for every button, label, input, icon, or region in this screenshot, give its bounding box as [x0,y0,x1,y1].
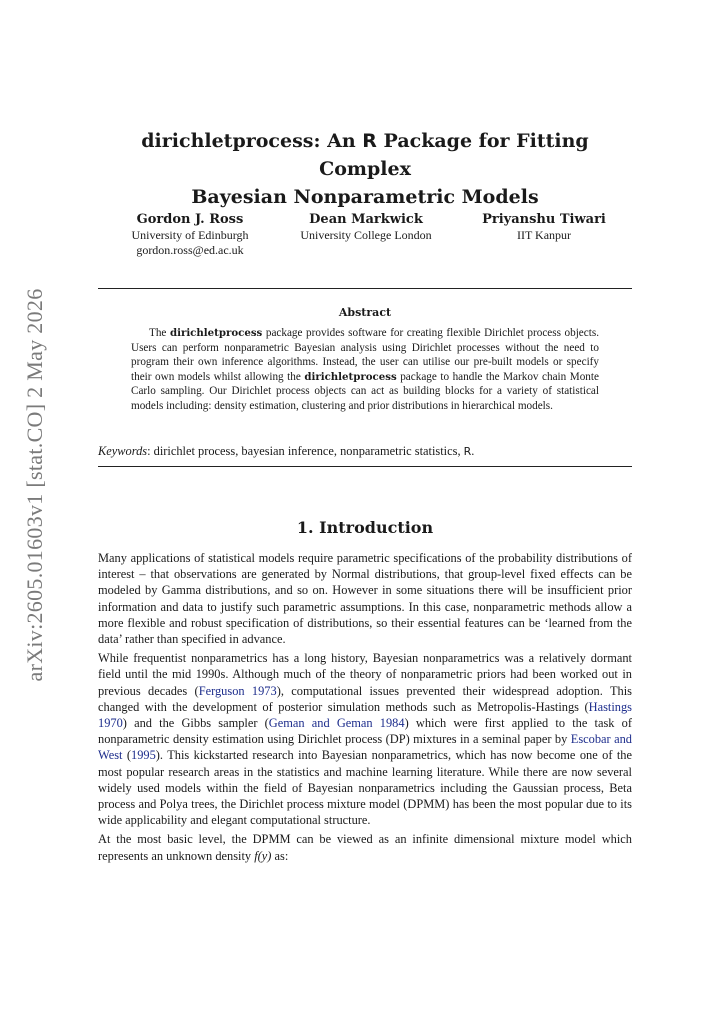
keywords-line: Keywords: dirichlet process, bayesian inference, nonparametric statistics, R. [98,444,475,458]
introduction-body [98,550,632,867]
math-expression: f(y) [254,848,272,863]
author-affiliation: University College London [300,228,432,242]
paragraph-3: At the most basic level, the DPMM can be viewed as an infinite dimensional mixture model which represents an unknown density f(y) as: [98,832,632,863]
arxiv-identifier-stamp: arXiv:2605.01603v1 [stat.CO] 2 May 2026 [22,288,47,682]
bottom-rule [98,466,632,467]
citation-link-escobar[interactable]: Escobar and West [98,732,632,763]
citation-link-escobar-year[interactable]: 1995 [131,748,156,763]
author-name: Gordon J. Ross [136,212,244,227]
author-name: Dean Markwick [309,212,423,227]
author-email: gordon.ross@ed.ac.uk [136,243,244,257]
author-3 [454,211,634,243]
author-2 [276,211,456,243]
citation-link-ferguson[interactable]: Ferguson 1973 [198,683,277,698]
author-affiliation: University of Edinburgh [131,228,249,242]
section-heading-introduction: 1. Introduction [296,518,434,537]
citation-link-hastings[interactable]: Hastings 1970 [98,699,632,731]
author-block [98,211,632,261]
author-affiliation: IIT Kanpur [516,228,572,242]
citation-link-geman[interactable]: Geman and Geman 1984 [268,716,405,731]
paragraph-2: While frequentist nonparametrics has a long history, Bayesian nonparametrics was a relatively dormant field until the mid 1990s. Although much of the theory of nonparametric priors had been worked out in previous decades (Ferguson 1973), computational issues prevented their widespread adoption. This changed with the development of posterior simulation methods such as Metropolis-Hastings (Hastings 1970) and the Gibbs sampler (Geman and Geman 1984) which were first applied to the task of nonparametric density estimation using Dirichlet process (DP) mixtures in a seminal paper by Escobar and West (1995). This kickstarted research into Bayesian nonparametrics, which has now become one of the most popular research areas in the statistics and machine learning literature. While there are now several widely used models within the field of Bayesian nonparametrics including the Gaussian process, Beta process and Polya trees, the Dirichlet process mixture model (DPMM) has been the most popular due to its wide applicability and elegant computational structure. [98,651,632,828]
top-rule [98,288,632,289]
abstract-text: The dirichletprocess package provides software for creating flexible Dirichlet process objects. Users can perform nonparametric Bayesian analysis using Dirichlet processes without the need to program their own inference algorithms. Instead, the user can utilise our pre-built models or specify their own models whilst allowing the dirichletprocess package to handle the Markov chain Monte Carlo sampling. Our Dirichlet process objects can act as building blocks for a variety of statistical models including: density estimation, clustering and prior distributions in hierarchical models. [131,327,599,412]
abstract-heading: Abstract [338,306,392,319]
author-1 [100,211,280,258]
paragraph-1: Many applications of statistical models require parametric specifications of the probability distributions of interest – that observations are generated by Normal distributions, that group-level fixed effects can be modeled by Gamma distributions, and so on. However in some situations there will be insufficient prior information and data to justify such parametric assumptions. In this case, nonparametric methods allow a more flexible and robust specification of distributions, so their essential features can be ‘learned from the data’ rather than specified in advance. [98,551,632,647]
author-name: Priyanshu Tiwari [482,212,606,227]
paper-title: dirichletprocess: An R Package for Fitting Complex Bayesian Nonparametric Models [141,130,589,208]
